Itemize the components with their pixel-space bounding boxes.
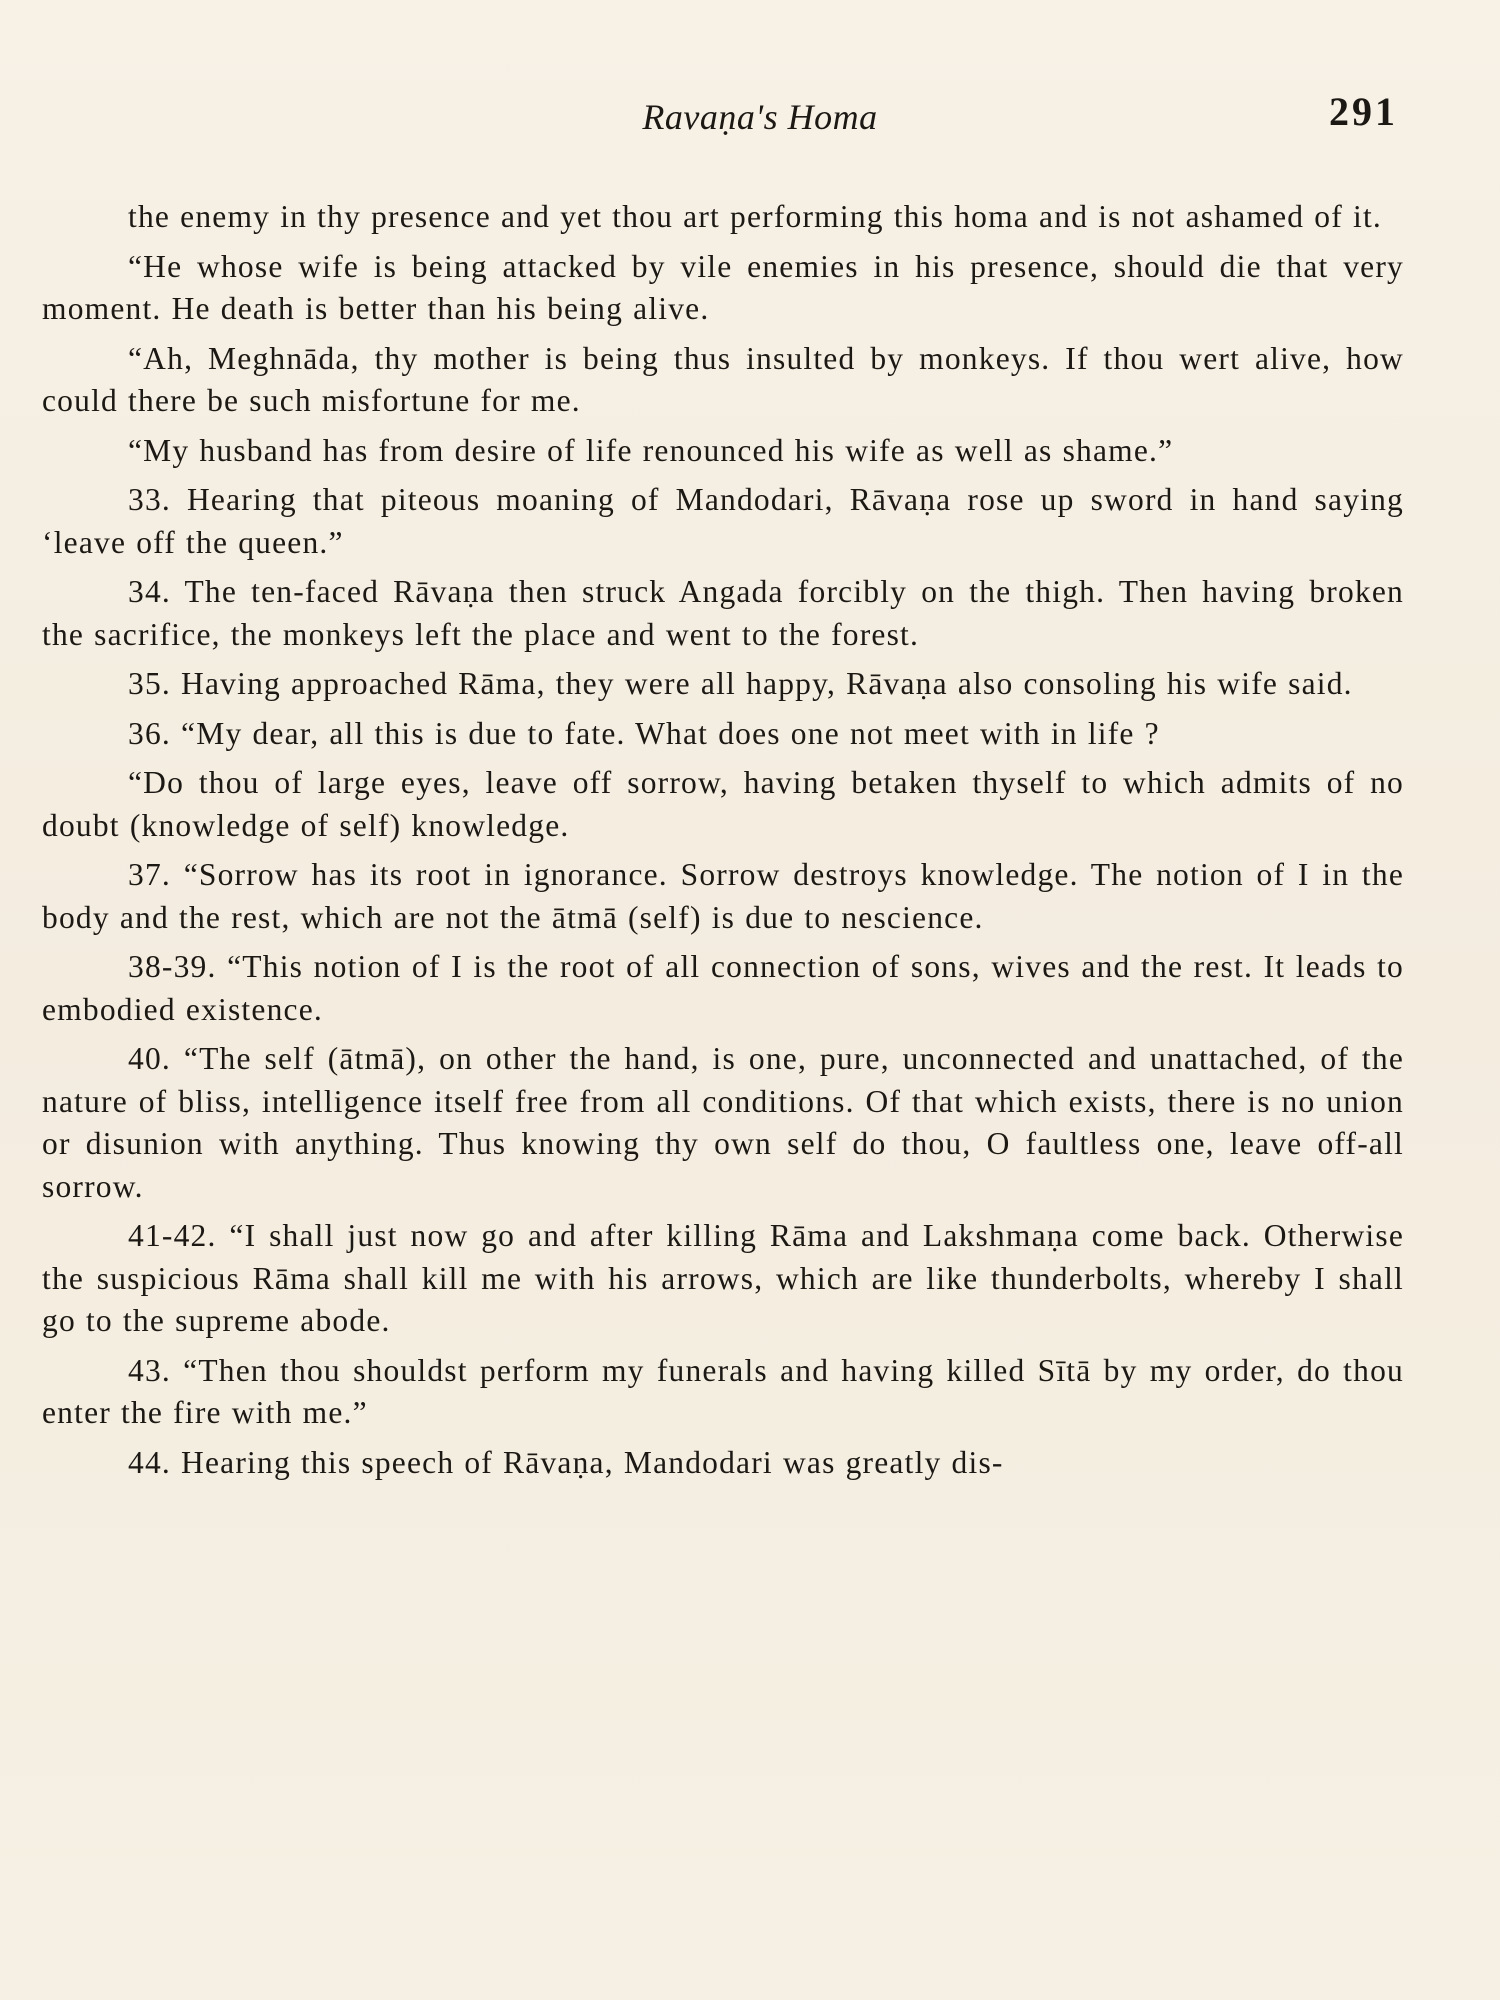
running-title: Ravaṇa's Homa (642, 97, 878, 137)
body-text (42, 196, 1404, 1491)
page-number: 291 (1329, 89, 1398, 134)
paragraph: 41-42. “I shall just now go and after killing Rāma and Lakshmaṇa come back. Otherwise the suspicious Rāma shall kill me with his arrows, which are like thunderbolts, whereby I shall go to the supreme abode. (42, 1218, 1404, 1338)
paragraph: 33. Hearing that piteous moaning of Mandodari, Rāvaṇa rose up sword in hand saying ‘leave off the queen.” (42, 482, 1404, 560)
paragraph: “Do thou of large eyes, leave off sorrow, having betaken thyself to which admits of no doubt (knowledge of self) knowledge. (42, 765, 1404, 843)
paragraph: 37. “Sorrow has its root in ignorance. Sorrow destroys knowledge. The notion of I in the body and the rest, which are not the ātmā (self) is due to nescience. (42, 857, 1404, 935)
paragraph: 38-39. “This notion of I is the root of all connection of sons, wives and the rest. It leads to embodied existence. (42, 949, 1404, 1027)
paragraph: the enemy in thy presence and yet thou art performing this homa and is not ashamed of it. (128, 199, 1383, 234)
paragraph: 36. “My dear, all this is due to fate. What does one not meet with in life ? (128, 715, 1160, 751)
paragraph: 44. Hearing this speech of Rāvaṇa, Mandodari was greatly dis- (128, 1444, 1004, 1480)
paragraph: 35. Having approached Rāma, they were all happy, Rāvaṇa also consoling his wife said. (128, 666, 1353, 701)
paragraph: 34. The ten-faced Rāvaṇa then struck Angada forcibly on the thigh. Then having broken the sacrifice, the monkeys left the place and went to the forest. (42, 574, 1404, 652)
paragraph: 40. “The self (ātmā), on other the hand, is one, pure, unconnected and unattached, of the nature of bliss, intelligence itself free from all conditions. Of that which exists, there is no union or disunion with anything. Thus knowing thy own self do thou, O faultless one, leave off-all sorrow. (42, 1041, 1404, 1204)
paragraph: “My husband has from desire of life renounced his wife as well as shame.” (128, 432, 1174, 468)
paragraph: 43. “Then thou shouldst perform my funerals and having killed Sītā by my order, do thou enter the fire with me.” (42, 1352, 1404, 1430)
paragraph: “Ah, Meghnāda, thy mother is being thus insulted by monkeys. If thou wert alive, how could there be such misfortune for me. (42, 340, 1404, 418)
paragraph: “He whose wife is being attacked by vile enemies in his presence, should die that very moment. He death is better than his being alive. (42, 248, 1404, 326)
